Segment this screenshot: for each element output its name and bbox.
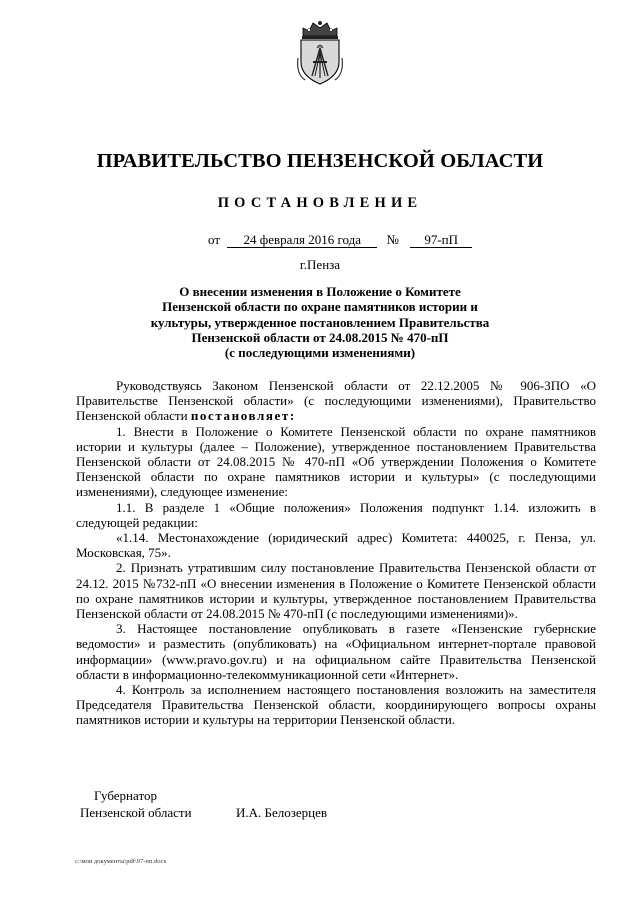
- body-paragraph: 3. Настоящее постановление опубликовать в газете «Пензенские губернские ведомости» и разместить (опубликовать) на «Официальном интернет-портале правовой информации» (www.pravo.gov.ru) и на официальном сайте Правительства Пензенской области в информационно-телекоммуникационной сети «Интернет».: [76, 621, 596, 682]
- document-subject: [120, 284, 520, 360]
- document-body: [76, 378, 596, 728]
- body-paragraph: 1.1. В разделе 1 «Общие положения» Положения подпункт 1.14. изложить в следующей редакции:: [76, 499, 596, 530]
- document-type-title: ПОСТАНОВЛЕНИЕ: [217, 195, 423, 211]
- document-number: 97-пП: [410, 233, 472, 248]
- signer-title: Губернатор: [94, 788, 157, 803]
- number-sign: №: [386, 232, 399, 247]
- date-number-line: [208, 232, 472, 248]
- subject-line: О внесении изменения в Положение о Комитете: [179, 284, 461, 299]
- date-prefix: от: [208, 232, 221, 247]
- intro-text: Руководствуясь Законом Пензенской области от 22.12.2005 № 906-ЗПО «О Правительстве Пензенской области» (с последующими изменениями), Правительство Пензенской области: [76, 378, 596, 424]
- coat-of-arms-icon: [295, 18, 345, 86]
- body-paragraph: 4. Контроль за исполнением настоящего постановления возложить на заместителя Председателя Правительства Пензенской области, координирующего вопросы охраны памятников истории и культуры на территории Пензенской области.: [76, 682, 596, 728]
- decrees-word: постановляет:: [190, 408, 296, 424]
- city-name: г.Пенза: [299, 257, 341, 272]
- subject-line: Пензенской области по охране памятников истории и: [162, 299, 478, 315]
- subject-line: Пензенской области от 24.08.2015 № 470-пП: [191, 329, 449, 345]
- body-paragraph: 1. Внести в Положение о Комитете Пензенской области по охране памятников истории и культуры (далее – Положение), утвержденное постановлением Правительства Пензенской области от 24.08.2015 № 470-пП «Об утверждении Положения о Комитете Пензенской области по охране памятников истории и культуры» (с последующими изменениями), следующее изменение:: [76, 423, 596, 500]
- signer-name: И.А. Белозерцев: [236, 805, 328, 820]
- footer-file-path: c:\мои документы\pdf\97-пп.docx: [75, 858, 167, 865]
- subject-line: культуры, утвержденное постановлением Правительства: [150, 314, 490, 330]
- government-title: ПРАВИТЕЛЬСТВО ПЕНЗЕНСКОЙ ОБЛАСТИ: [96, 150, 544, 172]
- signer-region: Пензенской области: [80, 805, 192, 820]
- document-date: 24 февраля 2016 года: [227, 233, 377, 248]
- subject-line: (с последующими изменениями): [224, 345, 416, 361]
- body-paragraph: «1.14. Местонахождение (юридический адрес) Комитета: 440025, г. Пенза, ул. Московская, 75».: [76, 530, 596, 561]
- body-paragraph: 2. Признать утратившим силу постановление Правительства Пензенской области от 24.12. 2015 №732-пП «О внесении изменения в Положение о Комитете Пензенской области по охране памятников истории и культуры, утвержденное постановлением Правительства Пензенской области от 24.08.2015 № 470-пП (с последующими изменениями)».: [76, 560, 596, 622]
- penza-coat-of-arms-icon: [295, 18, 345, 86]
- intro-paragraph: [76, 378, 596, 424]
